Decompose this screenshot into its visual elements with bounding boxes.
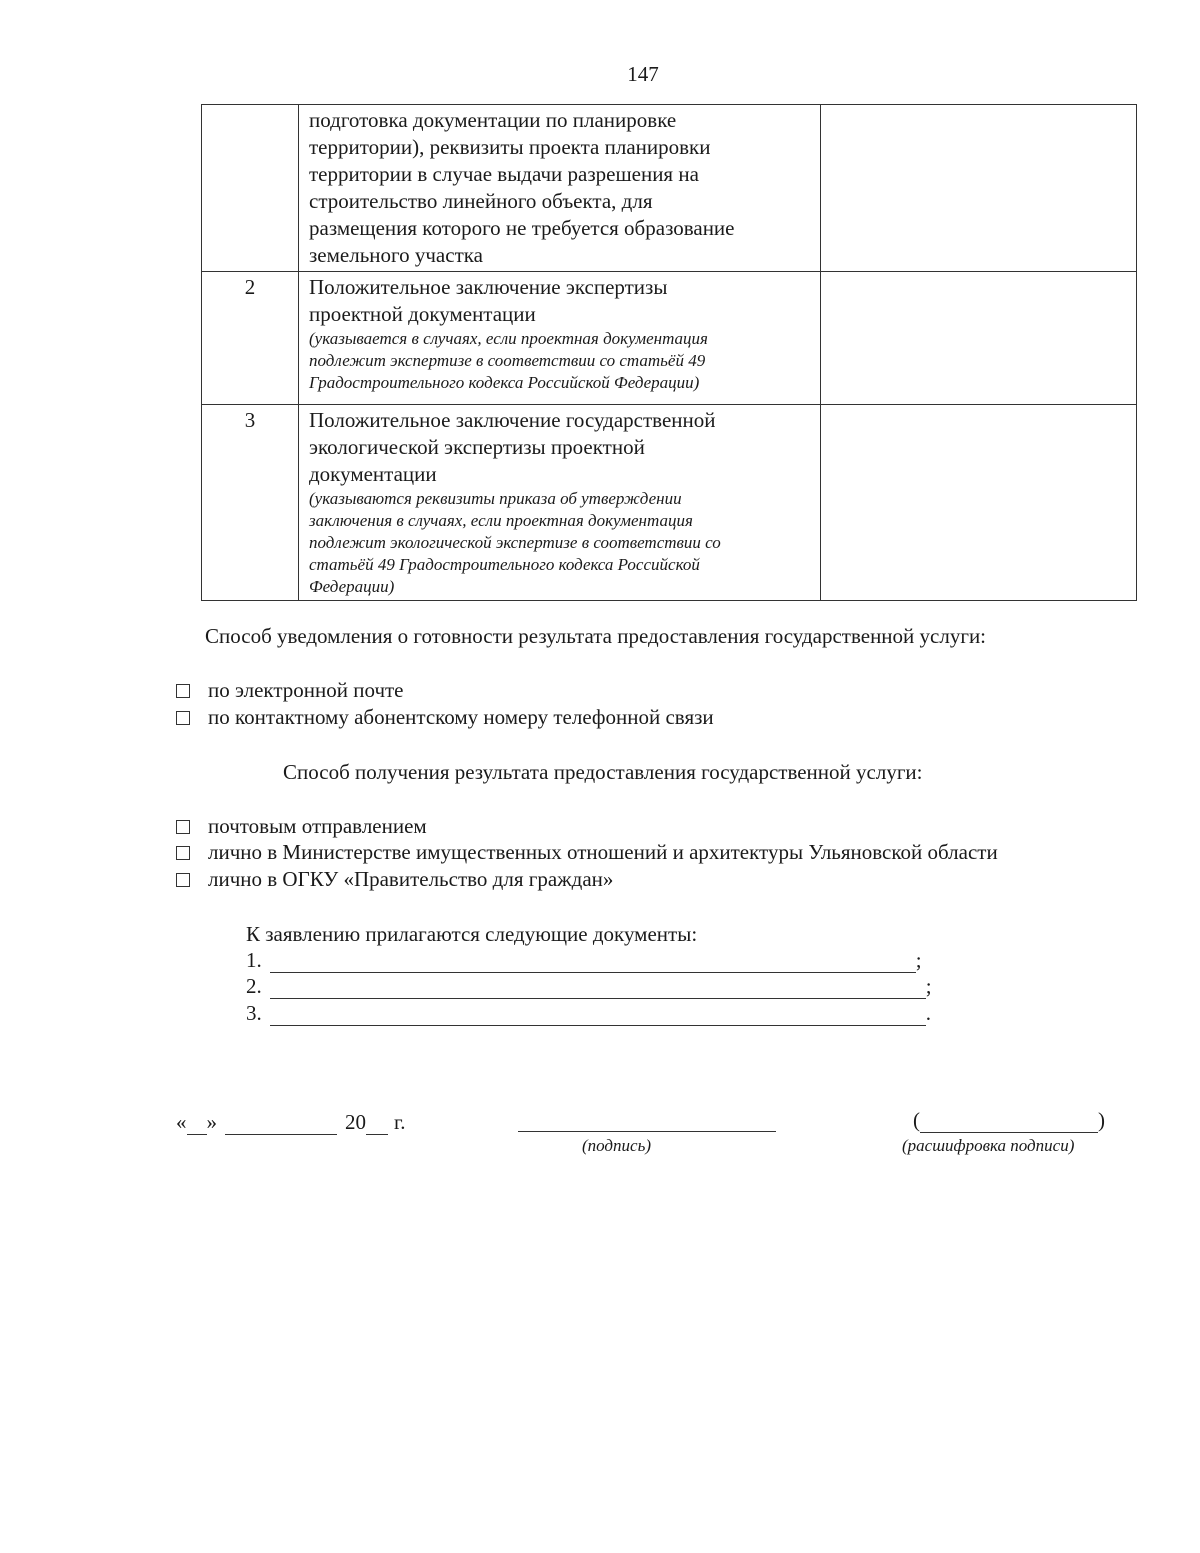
note-line: Федерации)	[309, 577, 395, 596]
note-line: Градостроительного кодекса Российской Федерации)	[309, 373, 700, 392]
documents-table	[201, 104, 1137, 601]
decoding-caption: (расшифровка подписи)	[902, 1136, 1075, 1155]
attachment-item: 3. .	[246, 1001, 931, 1025]
attachment-input-line[interactable]	[270, 1005, 926, 1026]
description-line: экологической экспертизы проектной	[309, 435, 645, 459]
description-line: территории в случае выдачи разрешения на	[309, 162, 699, 186]
table-row	[202, 105, 1137, 272]
description-line: территории), реквизиты проекта планировки	[309, 135, 711, 159]
receipt-option-ogku[interactable]: лично в ОГКУ «Правительство для граждан»	[176, 867, 613, 892]
table-row	[202, 272, 1137, 405]
notification-heading: Способ уведомления о готовности результата предоставления государственной услуги:	[205, 624, 987, 648]
row-number-cell: 3	[202, 405, 299, 601]
attachment-input-line[interactable]	[270, 978, 926, 999]
checkbox[interactable]	[176, 684, 190, 698]
notification-option-email[interactable]: по электронной почте	[176, 678, 404, 703]
checkbox[interactable]	[176, 846, 190, 860]
row-description-cell	[299, 105, 821, 272]
description-line: строительство линейного объекта, для	[309, 189, 653, 213]
description-line: Положительное заключение экспертизы	[309, 275, 668, 299]
table-row	[202, 405, 1137, 601]
attachment-input-line[interactable]	[270, 952, 916, 973]
receipt-option-mail[interactable]: почтовым отправлением	[176, 814, 427, 839]
row-description-cell	[299, 405, 821, 601]
note-line: заключения в случаях, если проектная документация	[309, 511, 693, 530]
row-number-cell: 2	[202, 272, 299, 405]
attachments-heading: К заявлению прилагаются следующие документы:	[246, 922, 698, 946]
description-line: земельного участка	[309, 243, 483, 267]
checkbox[interactable]	[176, 873, 190, 887]
month-input-line[interactable]	[225, 1114, 337, 1135]
row-number-cell	[202, 105, 299, 272]
checkbox[interactable]	[176, 711, 190, 725]
note-line: подлежит экспертизе в соответствии со статьёй 49	[309, 351, 706, 370]
note-line: (указываются реквизиты приказа об утверждении	[309, 489, 682, 508]
note-line: подлежит экологической экспертизе в соответствии со	[309, 533, 721, 552]
signature-decoding-field: ( )	[913, 1108, 1105, 1132]
signature-line[interactable]	[518, 1130, 776, 1132]
description-line: проектной документации	[309, 302, 536, 326]
checkbox[interactable]	[176, 820, 190, 834]
attachment-item: 2. ;	[246, 974, 932, 998]
note-line: статьёй 49 Градостроительного кодекса Российской	[309, 555, 700, 574]
receipt-option-ministry[interactable]: лично в Министерстве имущественных отношений и архитектуры Ульяновской области	[176, 840, 998, 865]
description-line: документации	[309, 462, 437, 486]
day-input-line[interactable]	[187, 1114, 207, 1135]
year-input-line[interactable]	[366, 1114, 388, 1135]
notification-option-phone[interactable]: по контактному абонентскому номеру телефонной связи	[176, 705, 714, 730]
receipt-heading: Способ получения результата предоставления государственной услуги:	[283, 760, 923, 784]
description-line: Положительное заключение государственной	[309, 408, 716, 432]
row-value-cell[interactable]	[821, 272, 1137, 405]
row-value-cell[interactable]	[821, 105, 1137, 272]
description-line: подготовка документации по планировке	[309, 108, 677, 132]
row-description-cell	[299, 272, 821, 405]
attachment-item: 1. ;	[246, 948, 922, 972]
date-field: « » 20 г.	[176, 1110, 406, 1134]
page-number: 147	[627, 62, 659, 86]
decoding-input-line[interactable]	[920, 1112, 1098, 1133]
row-value-cell[interactable]	[821, 405, 1137, 601]
note-line: (указывается в случаях, если проектная документация	[309, 329, 708, 348]
signature-caption: (подпись)	[582, 1136, 651, 1155]
description-line: размещения которого не требуется образование	[309, 216, 735, 240]
